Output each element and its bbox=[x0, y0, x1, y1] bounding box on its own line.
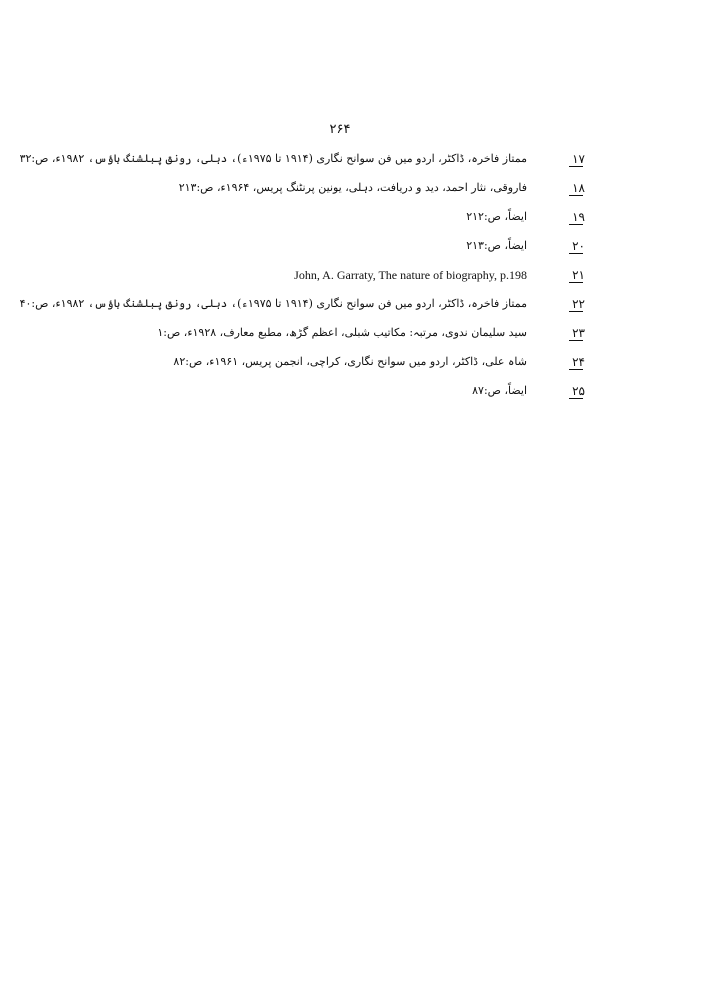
footnote-text: John, A. Garraty, The nature of biography, p.198 bbox=[294, 268, 527, 282]
footnote-number: ۲۵ bbox=[545, 383, 585, 399]
footnote-item bbox=[150, 380, 585, 409]
footnote-text: شاہ علی، ڈاکٹر، اردو میں سوانح نگاری، کراچی، انجمن پریس، ۱۹۶۱ء، ص:۸۲ bbox=[173, 355, 527, 368]
footnote-item bbox=[150, 235, 585, 264]
footnote-number: ۲۰ bbox=[545, 238, 585, 254]
footnote-number: ۱۸ bbox=[545, 180, 585, 196]
footnote-text: ایضاً، ص:۸۷ bbox=[472, 384, 527, 397]
footnote-list bbox=[19, 148, 585, 409]
footnote-text: ممتاز فاخرہ، ڈاکٹر، اردو میں فن سوانح نگاری (۱۹۱۴ تا ۱۹۷۵ء)، دہلی، رونق پبلشنگ ہاؤس، ۱۹۸۲ء، ص:۳۲ bbox=[19, 152, 527, 165]
footnote-text: سید سلیمان ندوی، مرتبہ: مکاتیب شبلی، اعظم گڑھ، مطبع معارف، ۱۹۲۸ء، ص:۱ bbox=[157, 326, 527, 339]
page-number: ۲۶۴ bbox=[329, 122, 351, 137]
footnote-item bbox=[150, 177, 585, 206]
footnote-item bbox=[19, 293, 585, 322]
footnote-text: ایضاً، ص:۲۱۲ bbox=[466, 210, 527, 223]
footnote-item bbox=[150, 351, 585, 380]
footnote-number: ۱۷ bbox=[545, 151, 585, 167]
footnote-number: ۱۹ bbox=[545, 209, 585, 225]
footnote-item bbox=[150, 264, 585, 293]
footnote-item bbox=[150, 206, 585, 235]
footnote-text: ممتاز فاخرہ، ڈاکٹر، اردو میں فن سوانح نگاری (۱۹۱۴ تا ۱۹۷۵ء)، دہلی، رونق پبلشنگ ہاؤس، ۱۹۸۲ء، ص:۴۰ bbox=[19, 297, 527, 310]
footnote-number: ۲۴ bbox=[545, 354, 585, 370]
footnote-text: ایضاً، ص:۲۱۳ bbox=[466, 239, 527, 252]
footnote-number: ۲۳ bbox=[545, 325, 585, 341]
footnote-text: فاروقی، نثار احمد، دید و دریافت، دہلی، یونین پرنٹنگ پریس، ۱۹۶۴ء، ص:۲۱۳ bbox=[178, 181, 527, 194]
footnote-number: ۲۱ bbox=[545, 267, 585, 283]
footnote-item bbox=[19, 148, 585, 177]
footnote-item bbox=[150, 322, 585, 351]
footnote-number: ۲۲ bbox=[545, 296, 585, 312]
